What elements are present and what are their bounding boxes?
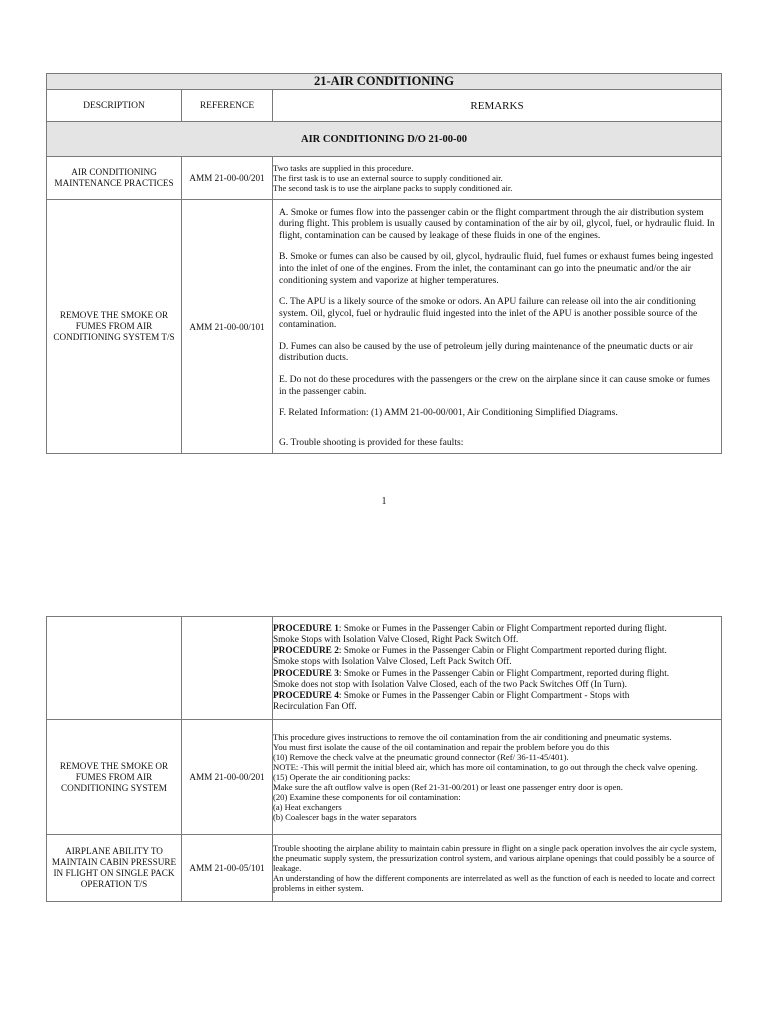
remark-paragraph: F. Related Information: (1) AMM 21-00-00/001, Air Conditioning Simplified Diagrams. xyxy=(279,407,618,419)
procedure-item xyxy=(273,624,721,635)
remark-line: (10) Remove the check valve at the pneumatic ground connector (Ref/ 36-11-45/401). xyxy=(273,752,569,762)
procedure-label: PROCEDURE 2 xyxy=(273,646,339,657)
remark-paragraph: A. Smoke or fumes flow into the passenger cabin or the flight compartment through the air distribution system during flight. This problem is usually caused by contamination of the air by oil, glycol, fuel, or hydraulic fluid. In flight, contamination can be caused by leakage of these fluids in one of the engines. xyxy=(279,206,715,241)
procedure-subtext: Smoke Stops with Isolation Valve Closed, Right Pack Switch Off. xyxy=(273,634,519,645)
row-remarks xyxy=(273,720,722,835)
page-1-table-area xyxy=(46,73,721,454)
remark-line: The second task is to use the airplane packs to supply conditioned air. xyxy=(273,183,513,193)
row-reference: AMM 21-00-00/201 xyxy=(182,157,273,200)
remark-paragraph: B. Smoke or fumes can also be caused by oil, glycol, hydraulic fluid, fuel fumes or exhaust fumes being ingested into the inlet of one of the engines. From the inlet, the contaminant can go into the pneumatic and/or the air conditioning system and vaporize at higher temperatures. xyxy=(279,251,714,286)
remark-line: The first task is to use an external source to supply conditioned air. xyxy=(273,173,503,183)
procedure-label: PROCEDURE 1 xyxy=(273,623,339,634)
remark-paragraph: C. The APU is a likely source of the smoke or odors. An APU failure can release oil into the air conditioning system. Oil, glycol, fuel or hydraulic fluid ingested into the inlet of the APU is another possible source of the contamination. xyxy=(279,296,698,331)
procedure-item xyxy=(273,669,721,680)
row-description xyxy=(47,617,182,720)
remark-line: You must first isolate the cause of the oil contamination and repair the problem before you do this xyxy=(273,742,610,752)
page-2-table-area xyxy=(46,616,721,902)
procedure-subtext: Smoke stops with Isolation Valve Closed, Left Pack Switch Off. xyxy=(273,657,512,668)
maintenance-table-page-1 xyxy=(46,73,722,454)
remark-paragraph: G. Trouble shooting is provided for these faults: xyxy=(279,436,464,448)
remark-line: (15) Operate the air conditioning packs: xyxy=(273,772,411,782)
row-reference: AMM 21-00-00/101 xyxy=(182,200,273,454)
table-row xyxy=(47,617,722,720)
table-row xyxy=(47,835,722,902)
remark-paragraph: D. Fumes can also be caused by the use of petroleum jelly during maintenance of the pneumatic ducts or air distribution ducts. xyxy=(279,340,694,364)
section-title: AIR CONDITIONING D/O 21-00-00 xyxy=(47,122,722,157)
procedure-item xyxy=(273,646,721,657)
row-reference: AMM 21-00-05/101 xyxy=(182,835,273,902)
procedure-text: : Smoke or Fumes in the Passenger Cabin or Flight Compartment reported during flight. xyxy=(338,646,667,657)
procedure-label: PROCEDURE 3 xyxy=(273,668,339,679)
row-remarks xyxy=(273,835,722,902)
column-header-row xyxy=(47,90,722,122)
remarks-header: REMARKS xyxy=(273,90,722,122)
row-reference: AMM 21-00-00/201 xyxy=(182,720,273,835)
row-remarks xyxy=(273,617,722,720)
remark-line: (20) Examine these components for oil contamination: xyxy=(273,792,461,802)
row-remarks xyxy=(273,157,722,200)
section-header-row xyxy=(47,122,722,157)
remark-line: (a) Heat exchangers xyxy=(273,802,342,812)
remark-line: (b) Coalescer bags in the water separators xyxy=(273,812,417,822)
row-remarks xyxy=(273,200,722,454)
remark-paragraph: E. Do not do these procedures with the passengers or the crew on the airplane since it can cause smoke or fumes in the passenger cabin. xyxy=(279,374,711,397)
reference-header: REFERENCE xyxy=(182,90,273,122)
row-reference xyxy=(182,617,273,720)
remark-line: This procedure gives instructions to remove the oil contamination from the air conditioning and pneumatic systems. xyxy=(273,732,672,742)
chapter-title: 21-AIR CONDITIONING xyxy=(47,74,722,90)
table-row xyxy=(47,157,722,200)
row-description: AIRPLANE ABILITY TO MAINTAIN CABIN PRESSURE IN FLIGHT ON SINGLE PACK OPERATION T/S xyxy=(47,835,182,902)
page-number: 1 xyxy=(381,496,387,507)
remark-line: Make sure the aft outflow valve is open (Ref 21-31-00/201) or least one passenger entry door is open. xyxy=(273,782,623,792)
row-description: REMOVE THE SMOKE OR FUMES FROM AIR CONDITIONING SYSTEM xyxy=(47,720,182,835)
procedure-text: : Smoke or Fumes in the Passenger Cabin or Flight Compartment reported during flight. xyxy=(338,623,667,634)
procedure-text: : Smoke or Fumes in the Passenger Cabin or Flight Compartment, reported during flight. xyxy=(338,668,670,679)
remark-line: Two tasks are supplied in this procedure. xyxy=(273,163,414,173)
row-description: AIR CONDITIONING MAINTENANCE PRACTICES xyxy=(47,157,182,200)
table-row xyxy=(47,200,722,454)
procedure-subtext: Smoke does not stop with Isolation Valve Closed, each of the two Pack Switches Off (In Turn). xyxy=(273,679,627,690)
procedure-text: : Smoke or Fumes in the Passenger Cabin or Flight Compartment - Stops with xyxy=(338,690,630,701)
row-description: REMOVE THE SMOKE OR FUMES FROM AIR CONDITIONING SYSTEM T/S xyxy=(47,200,182,454)
remark-line: An understanding of how the different components are interrelated as well as the function of each is needed to locate and correct problems in either system. xyxy=(273,873,716,893)
remark-line: NOTE: -This will permit the initial bleed air, which has more oil contamination, to go out through the check valve opening. xyxy=(273,762,698,772)
procedure-subtext: Recirculation Fan Off. xyxy=(273,702,357,713)
description-header: DESCRIPTION xyxy=(47,90,182,122)
procedure-item xyxy=(273,691,721,702)
table-row xyxy=(47,720,722,835)
procedure-label: PROCEDURE 4 xyxy=(273,690,339,701)
table-title-row xyxy=(47,74,722,90)
remark-line: Trouble shooting the airplane ability to maintain cabin pressure in flight on a single pack operation involves the air cycle system, the pneumatic supply system, the pressurization control system, and various airplane openings that could possibly be a source of leakage. xyxy=(273,843,717,873)
maintenance-table-page-2 xyxy=(46,616,722,902)
